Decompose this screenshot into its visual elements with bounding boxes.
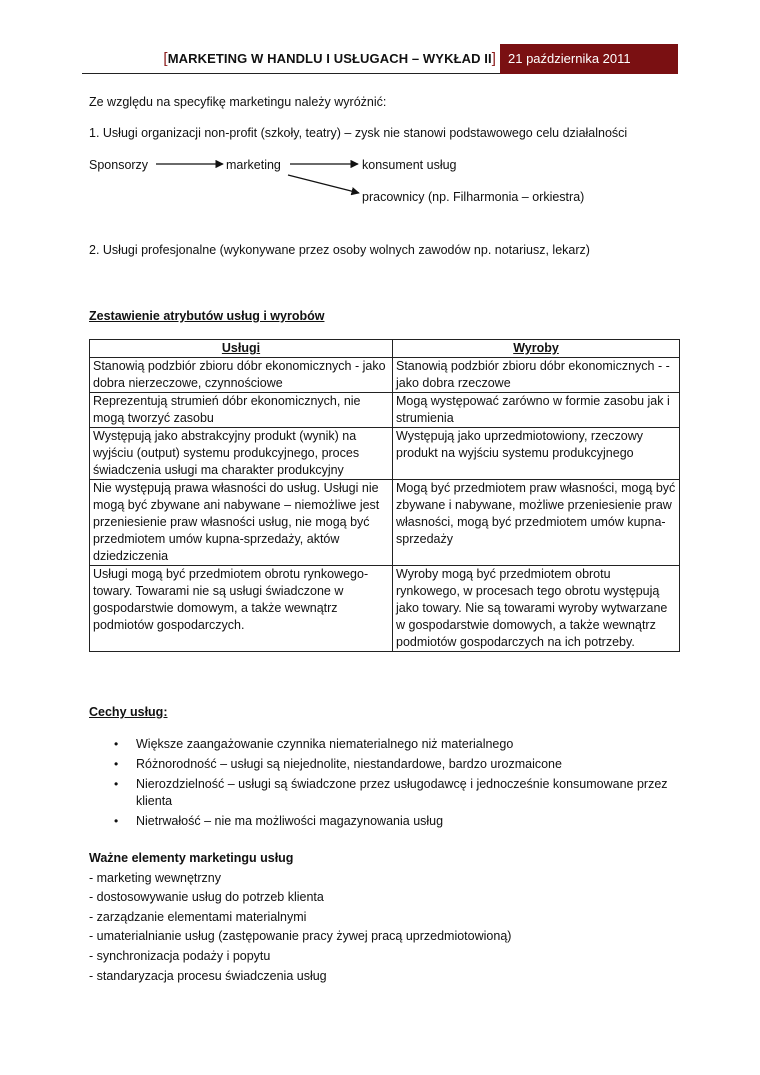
list-item: - umaterialnianie usług (zastępowanie pracy żywej pracą uprzedmiotowioną) bbox=[89, 929, 512, 944]
table-cell bbox=[393, 358, 680, 393]
features-title: Cechy usług: bbox=[89, 705, 168, 719]
header-close-bracket: ] bbox=[491, 50, 496, 67]
list-item-text: Nierozdzielność – usługi są świadczone przez usługodawcę i jednocześnie konsumowane przez klienta bbox=[136, 777, 668, 808]
table-cell bbox=[90, 428, 393, 480]
diagram-arrows bbox=[150, 150, 370, 200]
table-row bbox=[90, 566, 680, 652]
table-title: Zestawienie atrybutów usług i wyrobów bbox=[89, 309, 325, 323]
table-row bbox=[90, 393, 680, 428]
table-row bbox=[90, 428, 680, 480]
cell-text: Występują jako uprzedmiotowiony, rzeczowy produkt na wyjściu systemu produkcyjnego bbox=[396, 429, 643, 460]
features-list bbox=[110, 736, 670, 833]
list-item: - standaryzacja procesu świadczenia usług bbox=[89, 968, 327, 983]
table-cell bbox=[393, 393, 680, 428]
cell-text: Mogą występować zarówno w formie zasobu jak i strumienia bbox=[396, 394, 670, 425]
cell-text: Stanowią podzbiór zbioru dóbr ekonomicznych - jako dobra nierzeczowe, czynnościowe bbox=[93, 359, 386, 390]
header-rule bbox=[82, 73, 500, 74]
diagram-sponsors: Sponsorzy bbox=[89, 158, 149, 172]
cell-text: Wyroby mogą być przedmiotem obrotu rynkowego, w procesach tego obrotu występują jako towary. Nie są towarami wyroby wytwarzane w gospodarstwie domowych, a także wewnątrz podmiotów gospodarczych na ich potrzeby. bbox=[396, 567, 668, 649]
elements-section bbox=[89, 849, 511, 986]
table-cell bbox=[90, 358, 393, 393]
table-cell bbox=[393, 480, 680, 566]
arrow-marketing-to-employees bbox=[288, 175, 359, 193]
column-header-services: Usługi bbox=[90, 340, 393, 358]
cell-text: Nie występują prawa własności do usług. Usługi nie mogą być zbywane ani nabywane – niemożliwe jest przeniesienie praw własności usług, nie mogą być przedmiotem umów kupna-sprzedaży, aktów dziedziczenia bbox=[93, 481, 380, 563]
table-cell bbox=[90, 566, 393, 652]
list-item: - synchronizacja podaży i popytu bbox=[89, 948, 271, 963]
table-cell bbox=[90, 480, 393, 566]
list-item bbox=[110, 776, 670, 810]
list-item bbox=[110, 813, 670, 830]
header-open-bracket: [ bbox=[163, 50, 168, 67]
bullet-icon: • bbox=[114, 737, 119, 751]
table-cell bbox=[393, 428, 680, 480]
cell-text: Stanowią podzbiór zbioru dóbr ekonomicznych - - jako dobra rzeczowe bbox=[396, 359, 670, 390]
elements-title: Ważne elementy marketingu usług bbox=[89, 851, 294, 865]
header-title-text: MARKETING W HANDLU I USŁUGACH – WYKŁAD II bbox=[167, 51, 492, 66]
list-item-text: Nietrwałość – nie ma możliwości magazynowania usług bbox=[136, 814, 444, 828]
list-item bbox=[110, 736, 670, 753]
list-item: - zarządzanie elementami materialnymi bbox=[89, 909, 307, 924]
table-header-row bbox=[90, 340, 680, 358]
cell-text: Mogą być przedmiotem praw własności, mogą być zbywane i nabywane, możliwe przeniesienie praw własności, mogą być przedmiotem umów kupna-sprzedaży bbox=[396, 481, 676, 546]
attributes-table bbox=[89, 339, 680, 652]
table-row bbox=[90, 480, 680, 566]
list-item: - dostosowywanie usług do potrzeb klienta bbox=[89, 890, 324, 905]
list-item bbox=[110, 756, 670, 773]
diagram-employees: pracownicy (np. Filharmonia – orkiestra) bbox=[362, 190, 585, 204]
bullet-icon: • bbox=[114, 757, 119, 771]
diagram-marketing: marketing bbox=[226, 158, 281, 172]
cell-text: Usługi mogą być przedmiotem obrotu rynkowego-towary. Towarami nie są usługi świadczone w gospodarstwie domowym, a także wewnątrz podmiotów gospodarczych. bbox=[93, 567, 369, 632]
point-2: 2. Usługi profesjonalne (wykonywane przez osoby wolnych zawodów np. notariusz, lekarz) bbox=[89, 243, 590, 257]
diagram-consumer: konsument usług bbox=[362, 158, 457, 172]
cell-text: Występują jako abstrakcyjny produkt (wynik) na wyjściu (output) systemu produkcyjnego, proces świadczenia usługi ma charakter produkcyjny bbox=[93, 429, 360, 477]
table-row bbox=[90, 358, 680, 393]
bullet-icon: • bbox=[114, 814, 119, 828]
header-date: 21 października 2011 bbox=[500, 44, 678, 74]
cell-text: Reprezentują strumień dóbr ekonomicznych, nie mogą tworzyć zasobu bbox=[93, 394, 361, 425]
list-item: - marketing wewnętrzny bbox=[89, 870, 221, 885]
header-title bbox=[120, 50, 496, 67]
list-item-text: Większe zaangażowanie czynnika niematerialnego niż materialnego bbox=[136, 737, 514, 751]
table-cell bbox=[393, 566, 680, 652]
point-1: 1. Usługi organizacji non-profit (szkoły, teatry) – zysk nie stanowi podstawowego celu działalności bbox=[89, 126, 628, 140]
table-cell bbox=[90, 393, 393, 428]
intro-text: Ze względu na specyfikę marketingu należy wyróżnić: bbox=[89, 95, 387, 109]
column-header-products: Wyroby bbox=[393, 340, 680, 358]
list-item-text: Różnorodność – usługi są niejednolite, niestandardowe, bardzo urozmaicone bbox=[136, 757, 562, 771]
bullet-icon: • bbox=[114, 777, 119, 791]
